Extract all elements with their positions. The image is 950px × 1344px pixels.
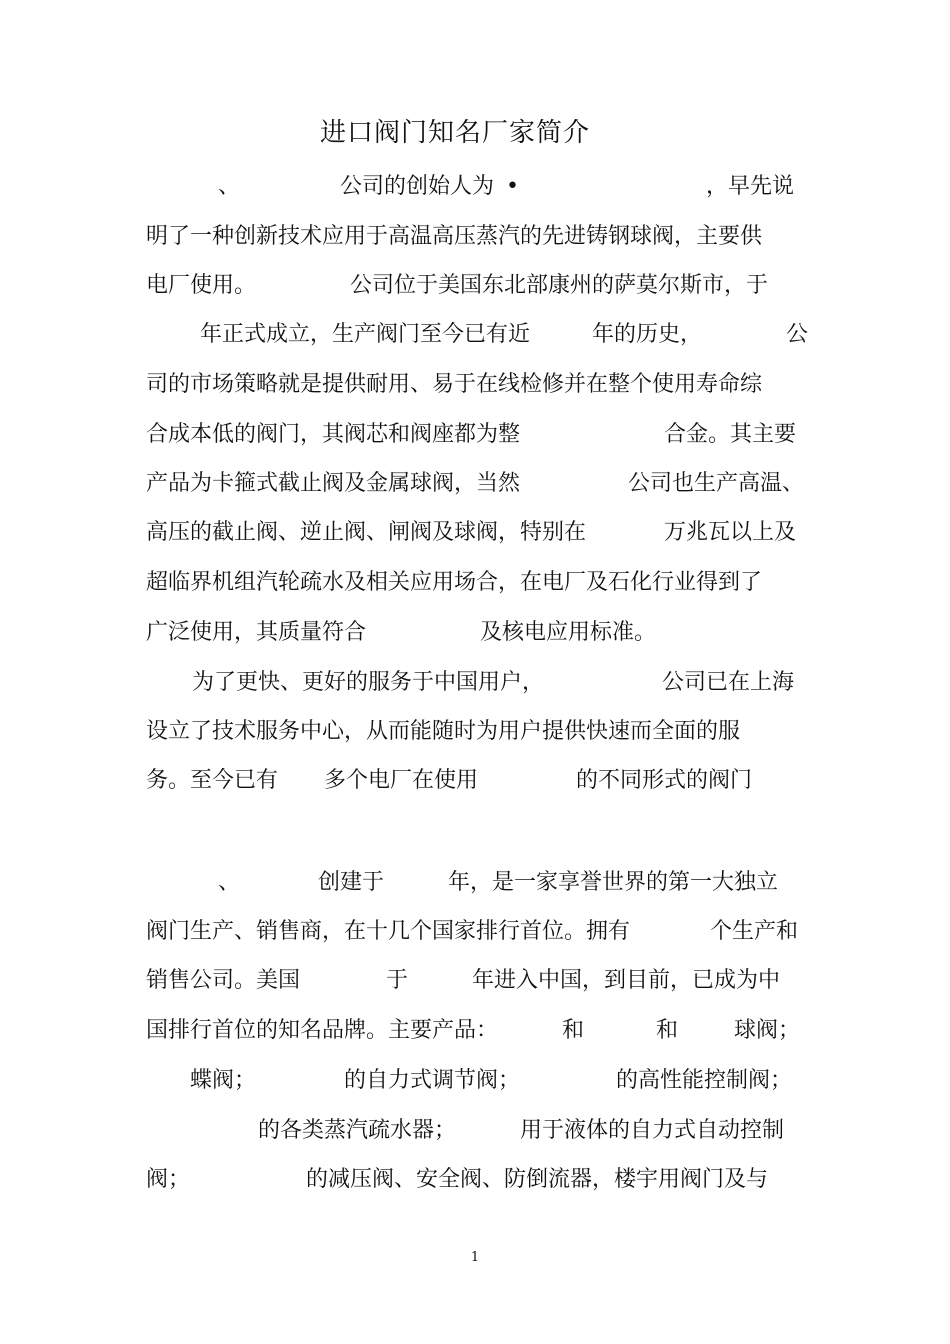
text-segment: 年，是一家享誉世界的第一大独立 <box>448 870 779 895</box>
text-segment: ，早先说 <box>706 174 795 199</box>
text-segment: 为了更快、更好的服务于中国用户， <box>192 670 545 695</box>
text-segment: 年正式成立，生产阀门至今已有近 <box>200 322 531 347</box>
text-segment: 国排行首位的知名品牌。主要产品： <box>146 1018 499 1043</box>
text-segment: 销售公司。美国 <box>146 968 301 993</box>
text-segment: 和 <box>656 1018 679 1043</box>
text-line <box>146 1163 810 1197</box>
text-segment: 务。至今已有 <box>146 768 279 793</box>
text-segment: 的各类蒸汽疏水器； <box>258 1118 457 1143</box>
text-segment: 高压的截止阀、逆止阀、闸阀及球阀，特别在 <box>146 520 587 545</box>
text-line <box>146 269 810 303</box>
text-line <box>146 220 810 254</box>
text-segment: 公司的创始人为 <box>340 174 495 199</box>
text-segment: 司的市场策略就是提供耐用、易于在线检修并在整个使用寿命综 <box>146 372 763 397</box>
text-segment: 年的历史， <box>592 322 703 347</box>
text-line <box>146 715 810 749</box>
text-segment: 设立了技术服务中心，从而能随时为用户提供快速而全面的服 <box>146 719 741 744</box>
text-line <box>146 616 810 650</box>
text-segment: 、 <box>218 870 241 895</box>
text-segment: 公司也生产高温、 <box>628 471 805 496</box>
text-segment: 于 <box>386 968 409 993</box>
text-segment: 及核电应用标准。 <box>480 620 657 645</box>
text-line <box>146 1114 810 1148</box>
text-segment: 万兆瓦以上及 <box>664 520 797 545</box>
text-line <box>146 915 810 949</box>
text-segment: 公司已在上海 <box>662 670 795 695</box>
text-segment: 多个电厂在使用 <box>324 768 479 793</box>
text-line <box>146 866 810 900</box>
text-line <box>146 1014 810 1048</box>
text-segment: 的高性能控制阀； <box>616 1068 793 1093</box>
text-line <box>146 964 810 998</box>
text-segment: 和 <box>562 1018 585 1043</box>
text-segment: 个生产和 <box>710 919 799 944</box>
text-segment: 公司位于美国东北部康州的萨莫尔斯市，于 <box>350 273 769 298</box>
text-segment: 超临界机组汽轮疏水及相关应用场合，在电厂及石化行业得到了 <box>146 570 763 595</box>
text-segment: 创建于 <box>318 870 385 895</box>
text-line <box>146 764 810 798</box>
text-segment: 明了一种创新技术应用于高温高压蒸汽的先进铸钢球阀，主要供 <box>146 224 763 249</box>
text-segment: 电厂使用。 <box>146 273 257 298</box>
text-line <box>146 368 810 402</box>
text-segment: 公 <box>786 322 809 347</box>
text-segment: 广泛使用，其质量符合 <box>146 620 367 645</box>
text-segment: 用于液体的自力式自动控制 <box>520 1118 785 1143</box>
text-segment: 合金。其主要 <box>664 422 797 447</box>
text-segment: 球阀； <box>734 1018 801 1043</box>
text-line <box>146 467 810 501</box>
text-line <box>146 418 810 452</box>
text-segment: 年进入中国，到目前，已成为中 <box>472 968 781 993</box>
text-segment: • <box>506 174 519 199</box>
text-segment: 阀门生产、销售商，在十几个国家排行首位。拥有 <box>146 919 631 944</box>
text-line <box>146 170 810 204</box>
text-segment: 的自力式调节阀； <box>344 1068 521 1093</box>
text-segment: 、 <box>218 174 241 199</box>
text-line <box>146 566 810 600</box>
page-number: 1 <box>470 1250 480 1265</box>
text-line <box>146 1064 810 1098</box>
text-segment: 阀； <box>146 1167 191 1192</box>
text-segment: 合成本低的阀门，其阀芯和阀座都为整 <box>146 422 521 447</box>
text-line <box>146 516 810 550</box>
document-title: 进口阀门知名厂家简介 <box>319 118 590 148</box>
text-line <box>146 666 810 700</box>
text-line <box>146 318 810 352</box>
text-segment: 的不同形式的阀门 <box>576 768 753 793</box>
text-segment: 的减压阀、安全阀、防倒流器，楼宇用阀门及与 <box>306 1167 769 1192</box>
text-segment: 产品为卡箍式截止阀及金属球阀，当然 <box>146 471 521 496</box>
text-segment: 蝶阀； <box>190 1068 257 1093</box>
